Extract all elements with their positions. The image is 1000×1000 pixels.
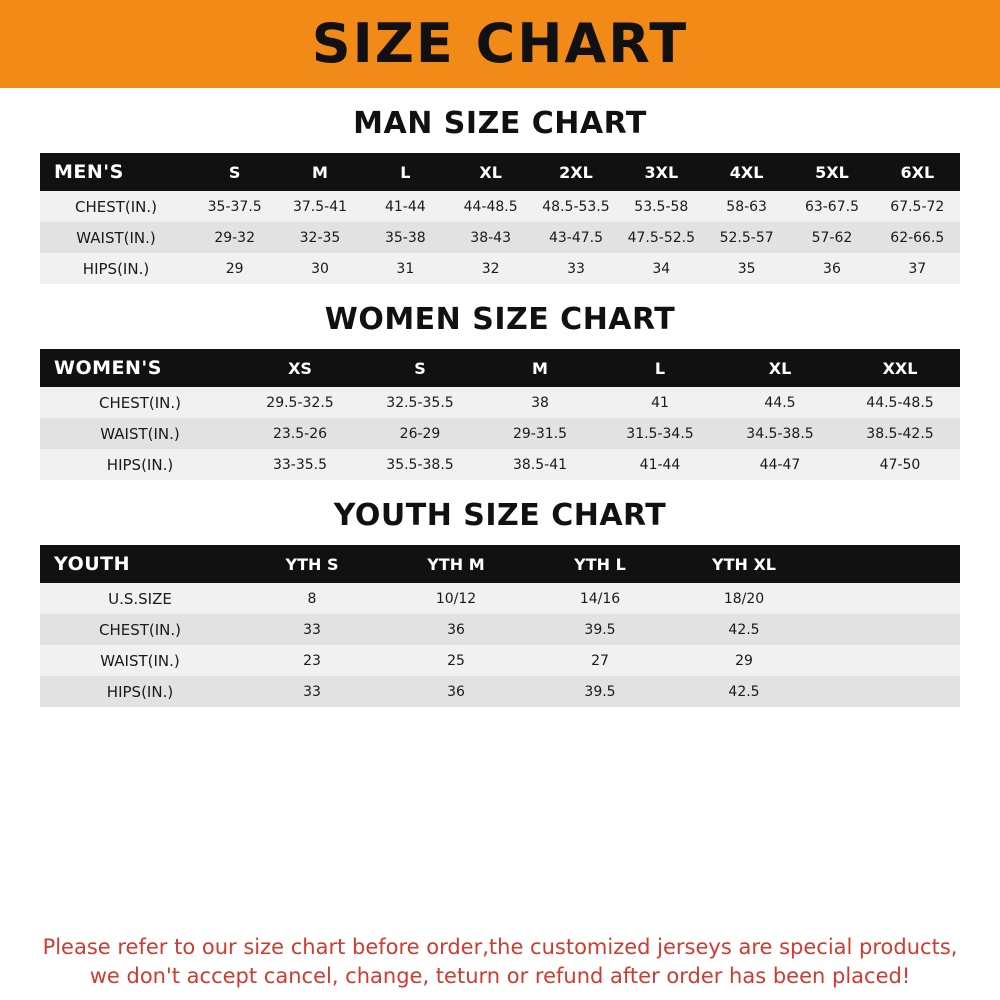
men-chest-5xl: 63-67.5 (789, 191, 874, 222)
women-waist-xxl: 38.5-42.5 (840, 418, 960, 449)
section-women (40, 302, 960, 480)
women-header-s: S (360, 349, 480, 387)
youth-ussize-s: 8 (240, 583, 384, 614)
women-waist-xs: 23.5-26 (240, 418, 360, 449)
women-waist-s: 26-29 (360, 418, 480, 449)
youth-row-hips-label: HIPS(IN.) (40, 676, 240, 707)
youth-waist-xl: 29 (672, 645, 816, 676)
table-header-row (40, 545, 960, 583)
table-header-row (40, 153, 960, 191)
youth-row-chest-label: CHEST(IN.) (40, 614, 240, 645)
women-hips-s: 35.5-38.5 (360, 449, 480, 480)
section-title-men: MAN SIZE CHART (353, 106, 647, 141)
women-chest-m: 38 (480, 387, 600, 418)
youth-ussize-m: 10/12 (384, 583, 528, 614)
table-row (40, 614, 960, 645)
men-hips-m: 30 (277, 253, 362, 284)
women-row-chest-label: CHEST(IN.) (40, 387, 240, 418)
youth-header-label: YOUTH (40, 545, 240, 583)
men-table-head (40, 153, 960, 191)
men-table-body (40, 191, 960, 284)
men-chest-xl: 44-48.5 (448, 191, 533, 222)
men-hips-l: 31 (363, 253, 448, 284)
youth-hips-s: 33 (240, 676, 384, 707)
women-chest-l: 41 (600, 387, 720, 418)
women-header-m: M (480, 349, 600, 387)
women-hips-xs: 33-35.5 (240, 449, 360, 480)
youth-hips-m: 36 (384, 676, 528, 707)
youth-hips-l: 39.5 (528, 676, 672, 707)
women-table-body (40, 387, 960, 480)
women-hips-xxl: 47-50 (840, 449, 960, 480)
men-header-xl: XL (448, 153, 533, 191)
men-header-l: L (363, 153, 448, 191)
men-row-waist-label: WAIST(IN.) (40, 222, 192, 253)
women-chest-xxl: 44.5-48.5 (840, 387, 960, 418)
men-waist-s: 29-32 (192, 222, 277, 253)
youth-chest-spacer (816, 614, 960, 645)
men-waist-xl: 38-43 (448, 222, 533, 253)
youth-chest-m: 36 (384, 614, 528, 645)
youth-waist-m: 25 (384, 645, 528, 676)
youth-ussize-spacer (816, 583, 960, 614)
men-chest-m: 37.5-41 (277, 191, 362, 222)
women-header-label: WOMEN'S (40, 349, 240, 387)
youth-waist-spacer (816, 645, 960, 676)
section-men (40, 106, 960, 284)
men-hips-3xl: 34 (619, 253, 704, 284)
women-waist-l: 31.5-34.5 (600, 418, 720, 449)
men-hips-5xl: 36 (789, 253, 874, 284)
men-hips-6xl: 37 (875, 253, 960, 284)
table-row (40, 449, 960, 480)
women-hips-xl: 44-47 (720, 449, 840, 480)
men-hips-4xl: 35 (704, 253, 789, 284)
table-row (40, 253, 960, 284)
women-size-table (40, 349, 960, 480)
men-waist-2xl: 43-47.5 (533, 222, 618, 253)
women-header-xl: XL (720, 349, 840, 387)
youth-chest-xl: 42.5 (672, 614, 816, 645)
women-header-xxl: XXL (840, 349, 960, 387)
youth-table-head (40, 545, 960, 583)
men-hips-s: 29 (192, 253, 277, 284)
men-chest-6xl: 67.5-72 (875, 191, 960, 222)
women-hips-l: 41-44 (600, 449, 720, 480)
women-header-xs: XS (240, 349, 360, 387)
men-waist-4xl: 52.5-57 (704, 222, 789, 253)
table-row (40, 418, 960, 449)
men-row-hips-label: HIPS(IN.) (40, 253, 192, 284)
men-header-3xl: 3XL (619, 153, 704, 191)
women-chest-xs: 29.5-32.5 (240, 387, 360, 418)
section-youth (40, 498, 960, 707)
table-row (40, 387, 960, 418)
youth-hips-xl: 42.5 (672, 676, 816, 707)
youth-header-xl: YTH XL (672, 545, 816, 583)
table-row (40, 676, 960, 707)
youth-ussize-xl: 18/20 (672, 583, 816, 614)
table-row (40, 222, 960, 253)
men-chest-4xl: 58-63 (704, 191, 789, 222)
youth-chest-s: 33 (240, 614, 384, 645)
women-chest-s: 32.5-35.5 (360, 387, 480, 418)
youth-table-body (40, 583, 960, 707)
table-row (40, 583, 960, 614)
youth-header-spacer (816, 545, 960, 583)
women-row-hips-label: HIPS(IN.) (40, 449, 240, 480)
youth-waist-s: 23 (240, 645, 384, 676)
women-waist-m: 29-31.5 (480, 418, 600, 449)
disclaimer-line-2: we don't accept cancel, change, teturn or refund after order has been placed! (89, 963, 911, 988)
section-title-youth: YOUTH SIZE CHART (333, 498, 667, 533)
women-waist-xl: 34.5-38.5 (720, 418, 840, 449)
men-header-6xl: 6XL (875, 153, 960, 191)
men-waist-l: 35-38 (363, 222, 448, 253)
table-row (40, 645, 960, 676)
youth-waist-l: 27 (528, 645, 672, 676)
women-hips-m: 38.5-41 (480, 449, 600, 480)
women-chest-xl: 44.5 (720, 387, 840, 418)
women-row-waist-label: WAIST(IN.) (40, 418, 240, 449)
men-chest-3xl: 53.5-58 (619, 191, 704, 222)
youth-chest-l: 39.5 (528, 614, 672, 645)
men-header-5xl: 5XL (789, 153, 874, 191)
men-waist-3xl: 47.5-52.5 (619, 222, 704, 253)
table-row (40, 191, 960, 222)
youth-ussize-l: 14/16 (528, 583, 672, 614)
men-hips-2xl: 33 (533, 253, 618, 284)
youth-header-l: YTH L (528, 545, 672, 583)
youth-header-s: YTH S (240, 545, 384, 583)
youth-row-waist-label: WAIST(IN.) (40, 645, 240, 676)
men-waist-6xl: 62-66.5 (875, 222, 960, 253)
men-header-label: MEN'S (40, 153, 192, 191)
youth-hips-spacer (816, 676, 960, 707)
disclaimer-line-1: Please refer to our size chart before order,the customized jerseys are special products, (42, 935, 958, 960)
youth-header-m: YTH M (384, 545, 528, 583)
men-chest-l: 41-44 (363, 191, 448, 222)
page-banner (0, 0, 1000, 88)
youth-row-ussize-label: U.S.SIZE (40, 583, 240, 614)
table-header-row (40, 349, 960, 387)
men-header-4xl: 4XL (704, 153, 789, 191)
content-area (0, 88, 1000, 919)
men-waist-5xl: 57-62 (789, 222, 874, 253)
section-title-women: WOMEN SIZE CHART (324, 302, 676, 337)
men-hips-xl: 32 (448, 253, 533, 284)
disclaimer-note (0, 919, 1000, 1000)
women-table-head (40, 349, 960, 387)
page-title: SIZE CHART (311, 12, 689, 75)
men-header-2xl: 2XL (533, 153, 618, 191)
women-header-l: L (600, 349, 720, 387)
men-header-m: M (277, 153, 362, 191)
men-chest-s: 35-37.5 (192, 191, 277, 222)
youth-size-table (40, 545, 960, 707)
men-row-chest-label: CHEST(IN.) (40, 191, 192, 222)
men-waist-m: 32-35 (277, 222, 362, 253)
men-size-table (40, 153, 960, 284)
men-header-s: S (192, 153, 277, 191)
men-chest-2xl: 48.5-53.5 (533, 191, 618, 222)
